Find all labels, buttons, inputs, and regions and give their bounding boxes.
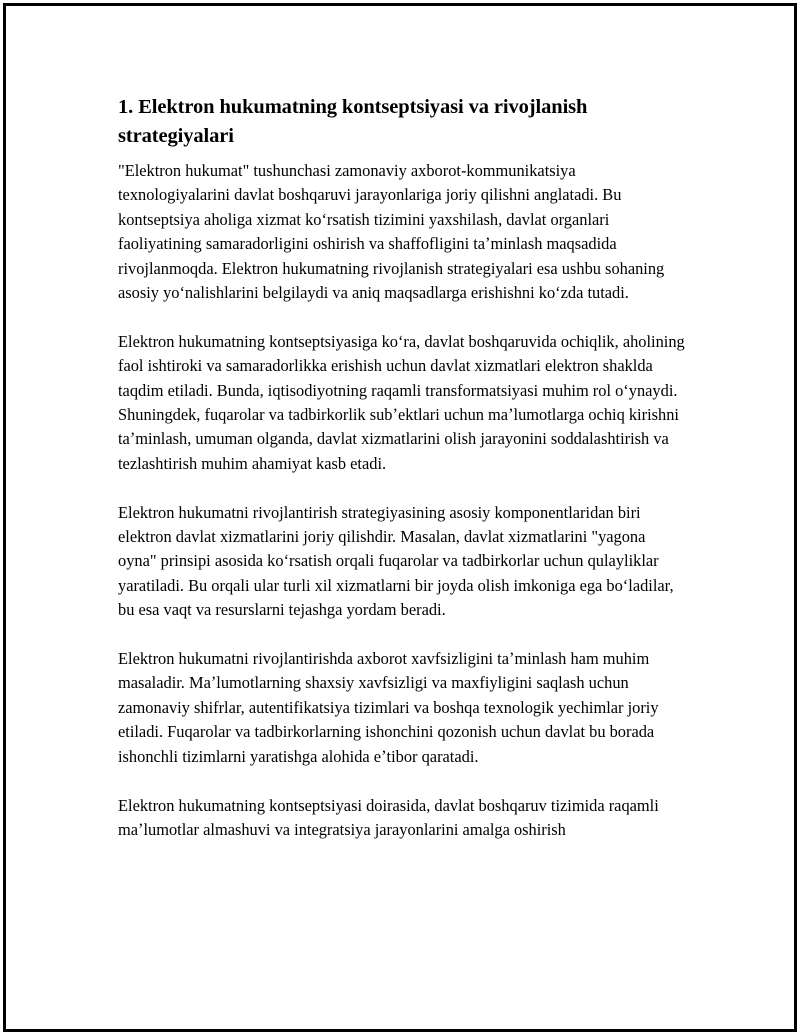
paragraph-3: Elektron hukumatni rivojlantirish strategiyasining asosiy komponentlaridan biri elektron davlat xizmatlarini joriy qilishdir. Masalan, davlat xizmatlarini "yagona oyna" prinsipi asosida koʻrsatish orqali fuqarolar va tadbirkorlar uchun qulayliklar yaratiladi. Bu orqali ular turli xil xizmatlarni bir joyda olish imkoniga ega boʻladilar, bu esa vaqt va resurslarni tejashga yordam beradi. — [118, 502, 674, 620]
document-body — [118, 93, 688, 867]
paragraph-2: Elektron hukumatning kontseptsiyasiga koʻra, davlat boshqaruvida ochiqlik, aholining faol ishtiroki va samaradorlikka erishish uchun davlat xizmatlari elektron shaklda taqdim etiladi. Bunda, iqtisodiyotning raqamli transformatsiyasi muhim rol oʻynaydi. Shuningdek, fuqarolar va tadbirkorlik subʼektlari uchun maʼlumotlarga ochiq kirishni taʼminlash, umuman olganda, davlat xizmatlarini olish jarayonini soddalashtirish va tezlashtirish muhim ahamiyat kasb etadi. — [118, 331, 685, 473]
section-heading: 1. Elektron hukumatning kontseptsiyasi va rivojlanish strategiyalari — [118, 96, 588, 147]
paragraph-4: Elektron hukumatni rivojlantirishda axborot xavfsizligini taʼminlash ham muhim masaladir. Maʼlumotlarning shaxsiy xavfsizligi va maxfiyligini saqlash uchun zamonaviy shifrlar, autentifikatsiya tizimlari va boshqa texnologik yechimlar joriy etiladi. Fuqarolar va tadbirkorlarning ishonchini qozonish uchun davlat bu borada ishonchli tizimlarni yaratishga alohida eʼtibor qaratadi. — [118, 649, 659, 766]
paragraph-5: Elektron hukumatning kontseptsiyasi doirasida, davlat boshqaruv tizimida raqamli maʼlumotlar almashuvi va integratsiya jarayonlarini amalga oshirish — [118, 795, 659, 839]
paragraph-1: "Elektron hukumat" tushunchasi zamonaviy axborot-kommunikatsiya texnologiyalarini davlat boshqaruvi jarayonlariga joriy qilishni anglatadi. Bu kontseptsiya aholiga xizmat koʻrsatish tizimini yaxshilash, davlat organlari faoliyatining samaradorligini oshirish va shaffofligini taʼminlash maqsadida rivojlanmoqda. Elektron hukumatning rivojlanish strategiyalari esa ushbu sohaning asosiy yoʻnalishlarini belgilaydi va aniq maqsadlarga erishishni koʻzda tutadi. — [118, 161, 665, 303]
